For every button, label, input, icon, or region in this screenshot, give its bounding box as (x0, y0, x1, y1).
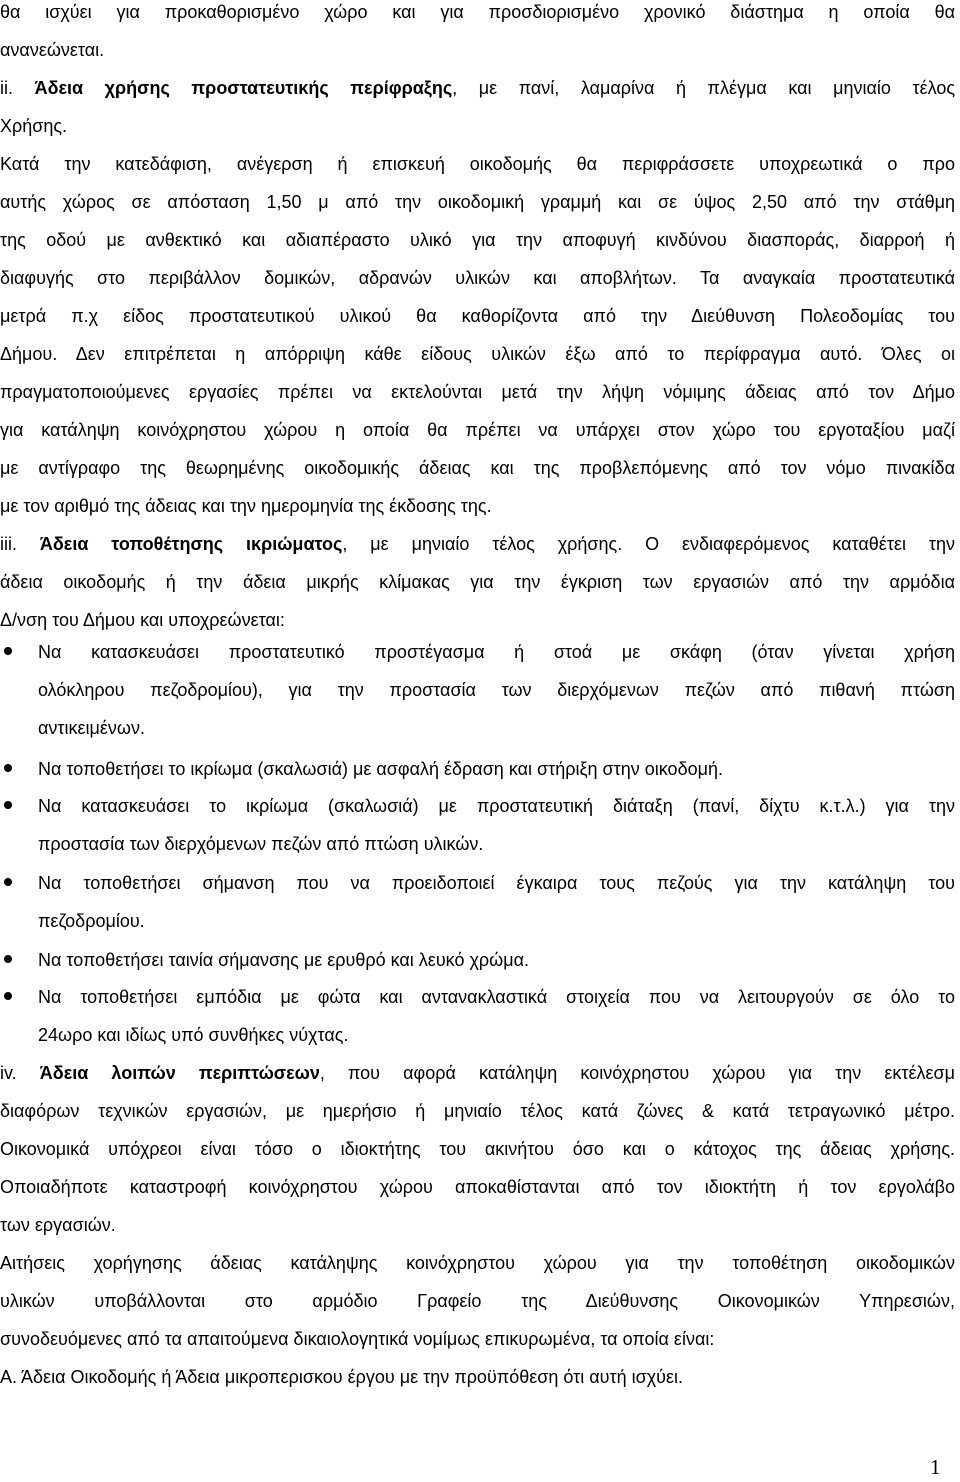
text-line: ολόκληρου πεζοδρομίου), για την προστασία των διερχόμενων πεζών από πιθανή πτώση (38, 680, 955, 700)
item-iii-heading-line (0, 529, 955, 559)
text-line: της οδού με ανθεκτικό και αδιαπέραστο υλικό για την αποφυγή κινδύνου διασποράς, διαρροή ή (0, 230, 955, 250)
bullet-icon (4, 955, 12, 963)
item-number: iv. (0, 1063, 17, 1083)
text-line: πεζοδρομίου. (38, 911, 145, 931)
item-number: ii. (0, 78, 13, 98)
text-line: διαφυγής στο περιβάλλον δομικών, αδρανών υλικών και αποβλήτων. Τα αναγκαία προστατευτικά (0, 268, 955, 288)
text-line: υλικών υποβάλλονται στο αρμόδιο Γραφείο της Διεύθυνσης Οικονομικών Υπηρεσιών, (0, 1291, 955, 1311)
text-line: Οικονομικά υπόχρεοι είναι τόσο ο ιδιοκτήτης του ακινήτου όσο και ο κάτοχος της άδειας χρήσης. (0, 1139, 955, 1159)
text-line: Δ/νση του Δήμου και υποχρεώνεται: (0, 610, 285, 630)
text-line: Αιτήσεις χορήγησης άδειας κατάληψης κοινόχρηστου χώρου για την τοποθέτηση οικοδομικών (0, 1253, 955, 1273)
bullet-icon (4, 764, 12, 772)
text-line: Να τοποθετήσει εμπόδια με φώτα και αντανακλαστικά στοιχεία που να λειτουργούν σε όλο το (38, 987, 955, 1007)
item-number: iii. (0, 534, 17, 554)
text-line: για κατάληψη κοινόχρηστου χώρου η οποία θα πρέπει να υπάρχει στον χώρο του εργοταξίου μαζί (0, 420, 955, 440)
text-line: προστασία των διερχόμενων πεζών από πτώση υλικών. (38, 834, 484, 854)
item-title: Άδεια τοποθέτησης ικριώματος (39, 534, 343, 554)
bullet-icon (4, 801, 12, 809)
text-line: διαφόρων τεχνικών εργασιών, με ημερήσιο ή μηνιαίο τέλος κατά ζώνες & κατά τετραγωνικό μέτρο. (0, 1101, 955, 1121)
text-line: θα ισχύει για προκαθορισμένο χώρο και για προσδιορισμένο χρονικό διάστημα η οποία θα (0, 2, 955, 22)
text-line: συνοδευόμενες από τα απαιτούμενα δικαιολογητικά νομίμως επικυρωμένα, τα οποία είναι: (0, 1329, 715, 1349)
bullet-icon (4, 647, 12, 655)
item-title: Άδεια χρήσης προστατευτικής περίφραξης (34, 78, 453, 98)
item-text: , με μηνιαίο τέλος χρήσης. Ο ενδιαφερόμενος καταθέτει την (342, 534, 955, 554)
bullet-icon (4, 878, 12, 886)
text-line: με αντίγραφο της θεωρημένης οικοδομικής άδειας και της προβλεπόμενης από τον νόμο πινακίδα (0, 458, 955, 478)
text-line: Χρήσης. (0, 116, 68, 136)
text-line: ανανεώνεται. (0, 40, 105, 60)
item-text: , που αφορά κατάληψη κοινόχρηστου χώρου για την εκτέλεσμ (319, 1063, 955, 1083)
text-line: άδεια οικοδομής ή την άδεια μικρής κλίμακας για την έγκριση των εργασιών από την αρμόδια (0, 572, 955, 592)
text-line: Να τοποθετήσει το ικρίωμα (σκαλωσιά) με ασφαλή έδραση και στήριξη στην οικοδομή. (38, 759, 723, 779)
item-ii-heading-line (0, 73, 955, 103)
text-line: 24ωρο και ιδίως υπό συνθήκες νύχτας. (38, 1025, 349, 1045)
text-line: Να τοποθετήσει ταινία σήμανσης με ερυθρό και λευκό χρώμα. (38, 950, 529, 970)
text-line: αντικειμένων. (38, 718, 145, 738)
text-line: με τον αριθμό της άδειας και την ημερομηνία της έκδοσης της. (0, 496, 492, 516)
item-title: Άδεια λοιπών περιπτώσεων (39, 1063, 320, 1083)
text-line: πραγματοποιούμενες εργασίες πρέπει να εκτελούνται μετά την λήψη νόμιμης άδειας από τον Δήμο (0, 382, 955, 402)
text-line: Δήμου. Δεν επιτρέπεται η απόρριψη κάθε είδους υλικών έξω από το περίφραγμα αυτό. Όλες οι (0, 344, 955, 364)
text-line: Α. Άδεια Οικοδομής ή Άδεια μικροπερισκου έργου με την προϋπόθεση ότι αυτή ισχύει. (0, 1367, 684, 1387)
item-iv-heading-line (0, 1058, 955, 1088)
item-text: , με πανί, λαμαρίνα ή πλέγμα και μηνιαίο τέλος (452, 78, 956, 98)
text-line: μετρά π.χ είδος προστατευτικού υλικού θα καθορίζοντα από την Διεύθυνση Πολεοδομίας του (0, 306, 955, 326)
text-line: Να κατασκευάσει προστατευτικό προστέγασμα ή στοά με σκάφη (όταν γίνεται χρήση (38, 642, 955, 662)
text-line: αυτής χώρος σε απόσταση 1,50 μ από την οικοδομική γραμμή και σε ύψος 2,50 από την στάθμη (0, 192, 955, 212)
text-line: Οποιαδήποτε καταστροφή κοινόχρηστου χώρου αποκαθίστανται από τον ιδιοκτήτη ή τον εργολάβο (0, 1177, 955, 1197)
text-line: Να κατασκευάσει το ικρίωμα (σκαλωσιά) με προστατευτική διάταξη (πανί, δίχτυ κ.τ.λ.) για την (38, 796, 955, 816)
page-number: 1 (930, 1455, 941, 1479)
text-line: Κατά την κατεδάφιση, ανέγερση ή επισκευή οικοδομής θα περιφράσσετε υποχρεωτικά ο προ (0, 154, 955, 174)
text-line: των εργασιών. (0, 1215, 116, 1235)
bullet-icon (4, 992, 12, 1000)
text-line: Να τοποθετήσει σήμανση που να προειδοποιεί έγκαιρα τους πεζούς για την κατάληψη του (38, 873, 955, 893)
